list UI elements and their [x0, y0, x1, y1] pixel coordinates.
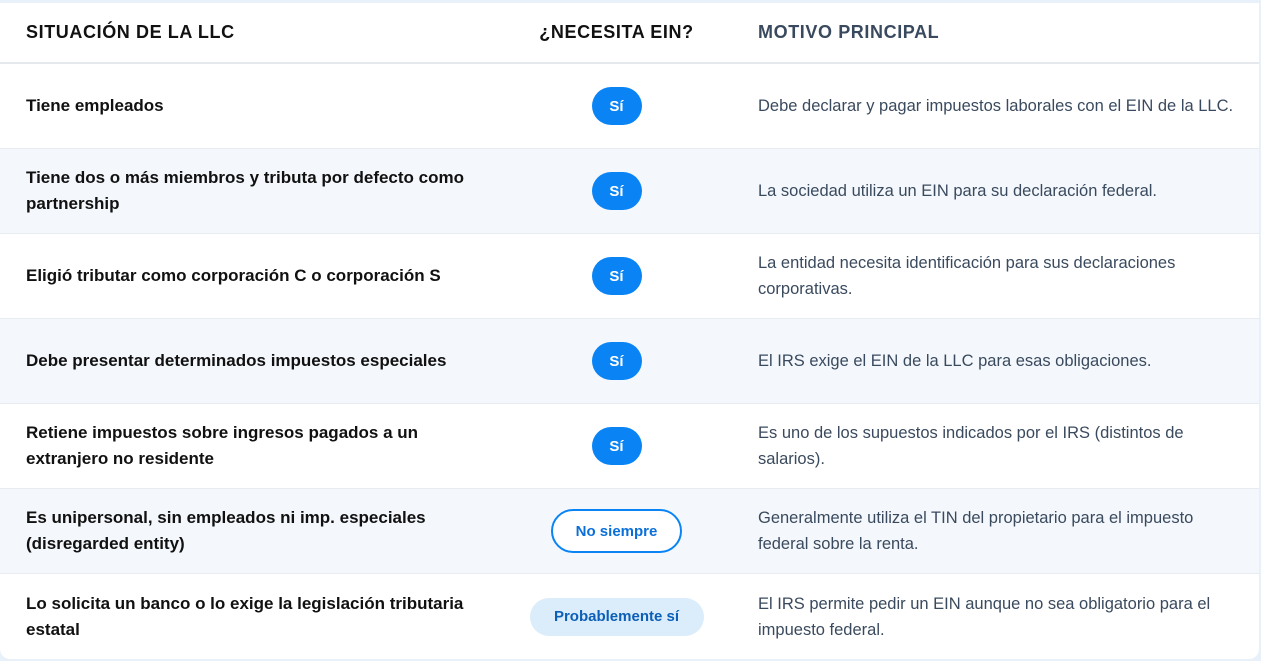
status-badge: Sí: [592, 342, 642, 380]
needs-ein-cell: [490, 509, 743, 553]
needs-ein-cell: [490, 87, 743, 125]
situation-cell: Retiene impuestos sobre ingresos pagados a un extranjero no residente: [26, 423, 419, 468]
header-reason: MOTIVO PRINCIPAL: [758, 22, 940, 42]
table-row: [0, 64, 1259, 149]
reason-cell: La entidad necesita identificación para sus declaraciones corporativas.: [758, 254, 1176, 298]
table-row: [0, 319, 1259, 404]
situation-cell: Debe presentar determinados impuestos especiales: [26, 351, 447, 370]
situation-cell: Lo solicita un banco o lo exige la legislación tributaria estatal: [26, 593, 464, 639]
table-row: [0, 489, 1259, 574]
ein-table-card: [0, 3, 1259, 659]
table-body: [0, 64, 1259, 659]
table-header: [0, 3, 1259, 64]
table-row: [0, 404, 1259, 489]
table-row: [0, 234, 1259, 319]
needs-ein-cell: [490, 257, 743, 295]
status-badge: Sí: [592, 257, 642, 295]
situation-cell: Tiene empleados: [26, 96, 164, 115]
needs-ein-cell: [490, 427, 743, 465]
situation-cell: Es unipersonal, sin empleados ni imp. especiales (disregarded entity): [26, 508, 426, 553]
status-badge: Probablemente sí: [530, 598, 704, 636]
status-badge: Sí: [592, 172, 642, 210]
reason-cell: Es uno de los supuestos indicados por el IRS (distintos de salarios).: [758, 424, 1184, 468]
reason-cell: Generalmente utiliza el TIN del propietario para el impuesto federal sobre la renta.: [758, 509, 1194, 553]
situation-cell: Eligió tributar como corporación C o corporación S: [26, 266, 441, 285]
status-badge: Sí: [592, 87, 642, 125]
status-badge: Sí: [592, 427, 642, 465]
reason-cell: El IRS permite pedir un EIN aunque no sea obligatorio para el impuesto federal.: [758, 594, 1211, 639]
needs-ein-cell: [490, 598, 743, 636]
reason-cell: La sociedad utiliza un EIN para su declaración federal.: [758, 182, 1157, 200]
status-badge: No siempre: [551, 509, 682, 553]
needs-ein-cell: [490, 342, 743, 380]
needs-ein-cell: [490, 172, 743, 210]
reason-cell: El IRS exige el EIN de la LLC para esas obligaciones.: [758, 352, 1152, 370]
situation-cell: Tiene dos o más miembros y tributa por defecto como partnership: [26, 168, 464, 213]
table-row: [0, 149, 1259, 234]
header-needs-ein: ¿NECESITA EIN?: [539, 22, 694, 42]
table-row: [0, 574, 1259, 659]
header-situation: SITUACIÓN DE LA LLC: [26, 22, 235, 42]
reason-cell: Debe declarar y pagar impuestos laborales con el EIN de la LLC.: [758, 97, 1234, 115]
